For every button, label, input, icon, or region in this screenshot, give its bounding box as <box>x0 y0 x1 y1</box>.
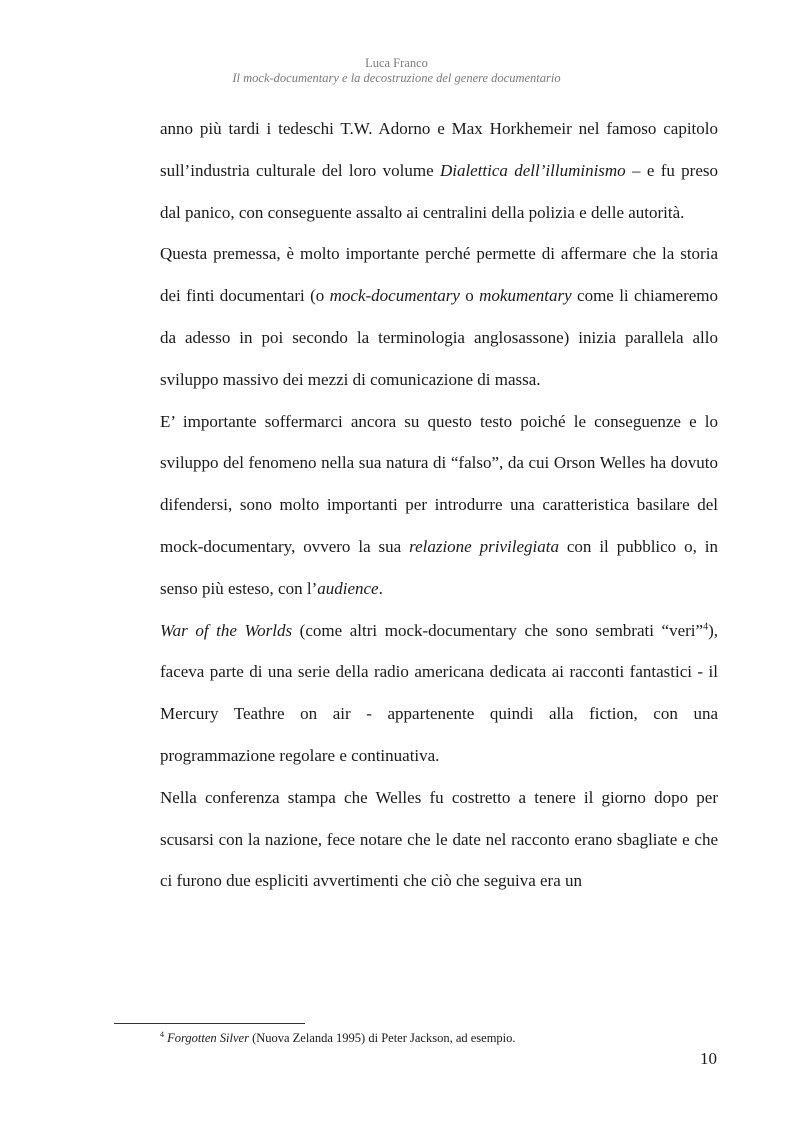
text-run: Questa premessa, è molto importante perché permette di affermare che la storia dei finti documentari (o <box>160 244 718 306</box>
header-subtitle: Il mock-documentary e la decostruzione del genere documentario <box>232 71 561 85</box>
text-run: Nella conferenza stampa che Welles fu costretto a tenere il giorno dopo per scusarsi con la nazione, fece notare che le date nel racconto erano sbagliate e che ci furono due espliciti avvertimenti che ciò che seguiva era un <box>160 787 718 891</box>
footnote-text: (Nuova Zelanda 1995) di Peter Jackson, ad esempio. <box>248 1031 516 1045</box>
paragraph <box>160 233 718 400</box>
paragraph <box>160 610 718 777</box>
text-run: ), faceva parte di una serie della radio americana dedicata ai racconti fantastici - il Mercury Teathre on air - appartenente quindi alla fiction, con una programmazione regolare e continuativa. <box>160 620 718 765</box>
italic-text: mokumentary <box>479 286 572 306</box>
paragraph <box>160 108 718 233</box>
italic-text: War of the Worlds <box>160 620 293 640</box>
italic-text: audience <box>317 578 379 598</box>
paragraph <box>160 401 718 610</box>
running-header <box>0 56 793 86</box>
body-text <box>160 108 718 902</box>
text-run: . <box>378 578 383 598</box>
footnote-separator <box>114 1023 305 1024</box>
italic-text: Dialettica dell’illuminismo <box>439 160 626 180</box>
page-number: 10 <box>700 1049 717 1068</box>
italic-text: relazione privilegiata <box>409 536 559 556</box>
footnote-number: 4 <box>160 1029 164 1039</box>
footnote-reference: 4 <box>703 620 709 632</box>
text-run: E’ importante soffermarci ancora su questo testo poiché le conseguenze e lo sviluppo del fenomeno nella sua natura di “falso”, da cui Orson Welles ha dovuto difendersi, sono molto importanti per introdurre una caratteristica basilare del mock-documentary, ovvero la sua <box>160 411 718 556</box>
text-run: come li chiameremo da adesso in poi secondo la terminologia anglosassone) inizia parallela allo sviluppo massivo dei mezzi di comunicazione di massa. <box>160 286 719 389</box>
text-run: o <box>459 286 480 306</box>
text-run: (come altri mock-documentary che sono sembrati “veri” <box>292 620 704 640</box>
footnote <box>160 1030 720 1046</box>
text-run: anno più tardi i tedeschi T.W. Adorno e Max Horkhemeir nel famoso capitolo sull’industria culturale del loro volume <box>160 119 718 180</box>
footnote-title: Forgotten Silver <box>167 1031 249 1045</box>
paragraph <box>160 777 718 902</box>
text-run: – e fu preso dal panico, con conseguente assalto ai centralini della polizia e delle autorità. <box>160 160 719 222</box>
text-run: con il pubblico o, in senso più esteso, con l’ <box>160 536 718 598</box>
header-author: Luca Franco <box>365 56 428 70</box>
italic-text: mock-documentary <box>329 286 460 306</box>
